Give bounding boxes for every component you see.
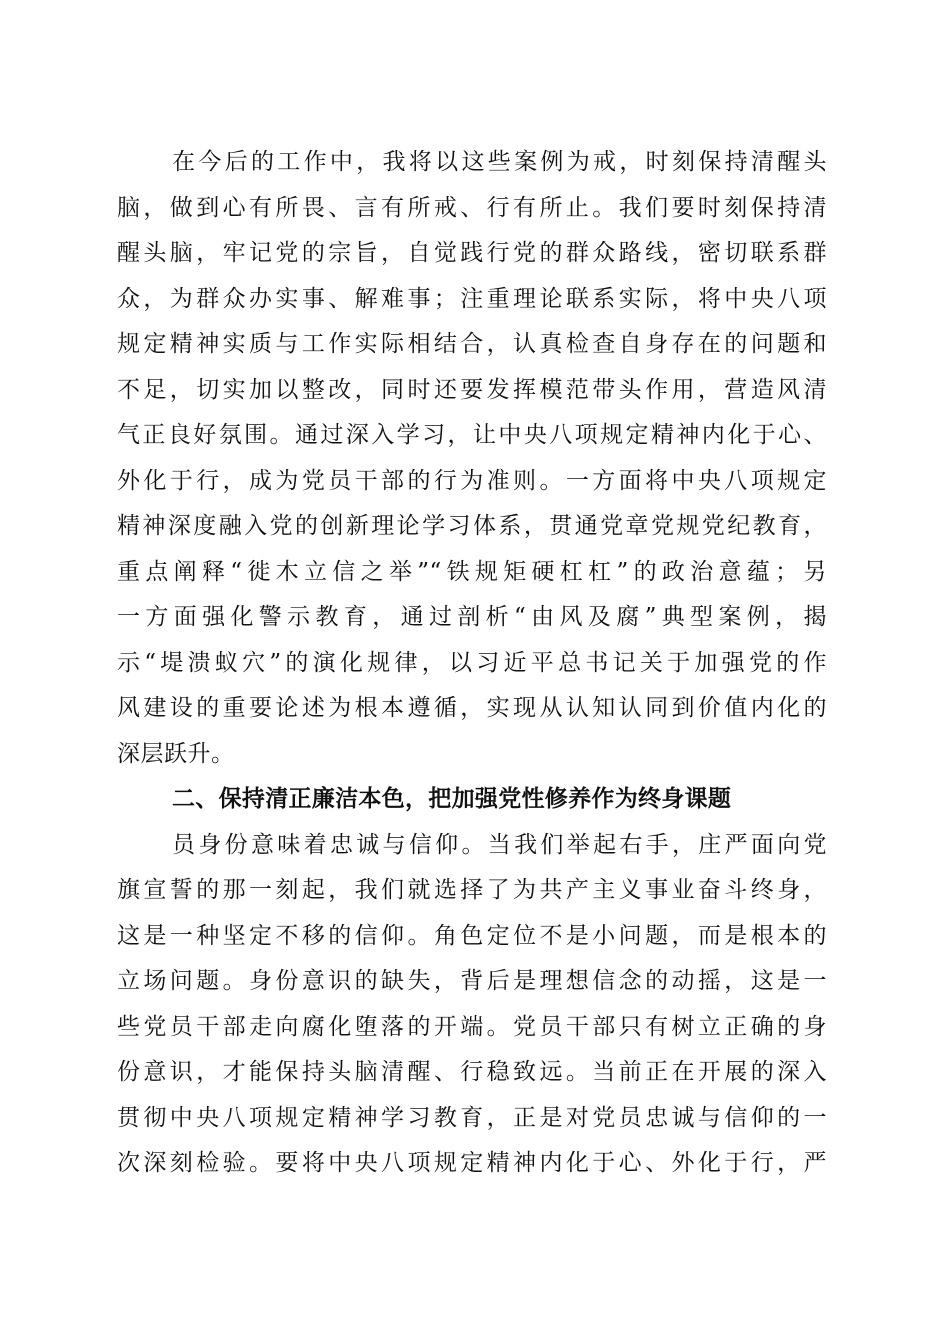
text-line: 这是一种坚定不移的信仰。角色定位不是小问题，而是根本的: [117, 922, 827, 949]
text-line: 贯彻中央八项规定精神学习教育，正是对党员忠诚与信仰的一: [117, 1104, 827, 1131]
text-line: 些党员干部走向腐化堕落的开端。党员干部只有树立正确的身: [117, 1013, 827, 1040]
text-line: 精神深度融入党的创新理论学习体系，贯通党章党规党纪教育，: [117, 513, 827, 539]
text-line: 立场问题。身份意识的缺失，背后是理想信念的动摇，这是一: [117, 968, 827, 994]
text-line: 醒头脑，牢记党的宗旨，自觉践行党的群众路线，密切联系群: [117, 240, 827, 266]
text-line: 众，为群众办实事、解难事；注重理论联系实际，将中央八项: [117, 285, 827, 312]
text-line: 深层跃升。: [117, 740, 235, 767]
text-line: 风建设的重要论述为根本遵循，实现从认知认同到价值内化的: [117, 695, 827, 721]
section-heading: 二、保持清正廉洁本色，把加强党性修养作为终身课题: [172, 786, 732, 812]
text-line: 外化于行，成为党员干部的行为准则。一方面将中央八项规定: [117, 467, 827, 494]
paragraph-1: [117, 140, 827, 777]
text-line: 一方面强化警示教育，通过剖析“由风及腐”典型案例，揭: [117, 604, 827, 630]
text-line: 份意识，才能保持头脑清醒、行稳致远。当前正在开展的深入: [117, 1059, 827, 1085]
text-line: 示“堤溃蚁穴”的演化规律，以习近平总书记关于加强党的作: [117, 649, 827, 676]
paragraph-2: [117, 823, 827, 1187]
text-line: 规定精神实质与工作实际相结合，认真检查自身存在的问题和: [117, 331, 827, 357]
text-line: 气正良好氛围。通过深入学习，让中央八项规定精神内化于心、: [117, 422, 827, 448]
document-body: [117, 140, 827, 1187]
text-line: 员身份意味着忠诚与信仰。当我们举起右手，庄严面向党: [172, 831, 827, 858]
text-line: 在今后的工作中，我将以这些案例为戒，时刻保持清醒头: [172, 149, 827, 175]
text-line: 重点阐释“徙木立信之举”“铁规矩硬杠杠”的政治意蕴；另: [117, 558, 827, 585]
text-line: 脑，做到心有所畏、言有所戒、行有所止。我们要时刻保持清: [117, 194, 827, 221]
text-line: 次深刻检验。要将中央八项规定精神内化于心、外化于行，严: [117, 1150, 827, 1176]
text-line: 不足，切实加以整改，同时还要发挥模范带头作用，营造风清: [117, 376, 827, 403]
text-line: 旗宣誓的那一刻起，我们就选择了为共产主义事业奋斗终身，: [117, 877, 827, 903]
